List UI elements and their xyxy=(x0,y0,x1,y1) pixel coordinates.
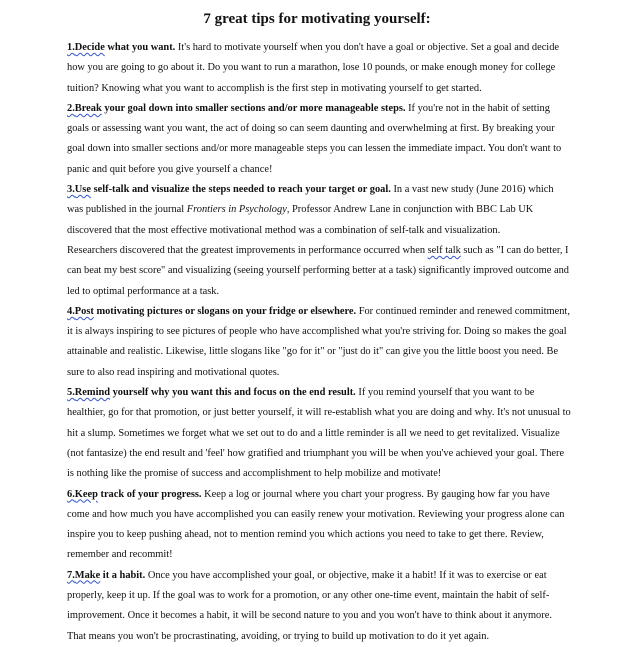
tip-5-heading xyxy=(67,387,356,398)
tip-5-heading-rest: yourself why you want this and focus on the end result. xyxy=(110,387,356,399)
tip-1-number: 1. xyxy=(67,42,75,53)
tip-5-lead xyxy=(67,387,110,398)
tip-7-heading-rest: it a habit. xyxy=(100,569,146,581)
tip-3-extra-before: Researchers discovered that the greatest improvements in performance occurred when xyxy=(67,244,428,256)
tip-3-lead xyxy=(67,184,91,195)
tip-2-number: 2. xyxy=(67,102,75,114)
tip-1-heading-rest: what you want. xyxy=(104,42,176,53)
tip-5-first-word: Remind xyxy=(74,387,111,399)
tip-3-heading-rest: self-talk and visualize the steps needed to reach your target or goal. xyxy=(90,184,391,196)
tip-5-body: If you remind yourself that you want to be healthier, go for that promotion, or just better yourself, it will re-establish what you are doing and why. It's not unusual to hit a slump. Sometimes we forget what we set out to do and a little reminder is all we need to get revitalized. Visualize (not fantasize) the end result and 'feel' how gratified and triumphant you will be when you've achieved your goal. There is nothing like the promise of success and accomplishment to help mobilize and motivate! xyxy=(67,387,571,480)
tip-6-lead xyxy=(67,489,98,500)
document-title: 7 great tips for motivating yourself: xyxy=(203,11,431,27)
tip-6-first-word: Keep xyxy=(74,488,98,500)
tip-2 xyxy=(67,99,572,180)
tip-3-journal-name: Frontiers in Psychology xyxy=(186,204,287,216)
tip-1-heading xyxy=(67,42,175,53)
tip-6-number: 6. xyxy=(67,488,75,500)
tip-7-body: Once you have accomplished your goal, or objective, make it a habit! If it was to exercise or eat properly, keep it up. If the goal was to work for a promotion, or any other one-time event, maintain the habit of self-improvement. Once it becomes a habit, it will be second nature to you and you won't have to think about it anymore. That means you won't be procrastinating, avoiding, or trying to build up motivation to do it yet again. xyxy=(67,569,552,642)
tip-7-number: 7. xyxy=(67,569,75,581)
tip-4-body: For continued reminder and renewed commitment, it is always inspiring to see pictures of people who have accomplished what you're striving for. Doing so makes the goal attainable and realistic. Likewise, little slogans like "go for it" or "just do it" can give you the little boost you need. Be sure to also read inspiring and motivational quotes. xyxy=(67,305,570,378)
tip-6-heading xyxy=(67,489,202,500)
tip-3-number: 3. xyxy=(67,184,75,196)
tip-4 xyxy=(67,302,572,383)
tip-1 xyxy=(67,38,572,99)
tip-4-heading xyxy=(67,306,356,317)
tip-1-lead xyxy=(67,42,105,53)
tip-4-lead xyxy=(67,306,94,317)
tips-list xyxy=(67,38,572,647)
tip-7-heading xyxy=(67,570,145,581)
tip-6-heading-rest: track of your progress. xyxy=(97,488,202,500)
tip-2-first-word: Break xyxy=(74,102,102,114)
tip-2-heading xyxy=(67,103,406,114)
tip-4-heading-rest: motivating pictures or slogans on your fridge or elsewhere. xyxy=(93,305,357,317)
tip-2-heading-rest: your goal down into smaller sections and/or more manageable steps. xyxy=(101,102,406,114)
tip-2-body: If you're not in the habit of setting goals or assessing want you want, the act of doing so can seem daunting and overwhelming at first. By breaking your goal down into smaller sections and/or more manageable steps you can lessen the immediate impact. You don't want to panic and quit before you give yourself a chance! xyxy=(67,102,562,175)
tip-5-number: 5. xyxy=(67,387,75,399)
tip-6 xyxy=(67,485,572,566)
tip-7-lead xyxy=(67,570,100,581)
tip-1-first-word: Decide xyxy=(74,42,105,53)
tip-2-lead xyxy=(67,103,102,114)
tip-3-body: In a vast new study (June 2016) which was published in the journal xyxy=(67,184,554,216)
tip-6-body: Keep a log or journal where you chart your progress. By gauging how far you have come and how much you have accomplished you can easily renew your motivation. Reviewing your progress alone can inspire you to keep pushing ahead, not to mention remind you which actions you need to take to get there. Review, remember and recommit! xyxy=(67,488,565,561)
tip-3 xyxy=(67,180,572,241)
tip-3-first-word: Use xyxy=(74,184,91,196)
tip-3-extra-term: self talk xyxy=(427,244,461,256)
tip-7-first-word: Make xyxy=(74,569,101,581)
tip-3-followup xyxy=(67,241,572,302)
tip-3-heading xyxy=(67,184,391,195)
tip-7 xyxy=(67,566,572,647)
tip-1-body: It's hard to motivate yourself when you don't have a goal or objective. Set a goal and decide how you are going to go about it. Do you want to run a marathon, lose 10 pounds, or make enough money for college tuition? Knowing what you want to accomplish is the first step in motivating yourself to get started. xyxy=(67,42,560,94)
tip-3-body-after: , Professor Andrew Lane in conjunction with BBC Lab UK discovered that the most effective motivational method was a combination of self-talk and visualization. xyxy=(67,204,534,236)
tip-3-extra-after: such as "I can do better, I can beat my best score" and visualizing (seeing yourself performing better at a task) significantly improved outcome and led to optimal performance at a task. xyxy=(67,244,569,297)
tip-5 xyxy=(67,383,572,484)
tip-4-number: 4. xyxy=(67,305,75,317)
tip-4-first-word: Post xyxy=(74,305,94,317)
